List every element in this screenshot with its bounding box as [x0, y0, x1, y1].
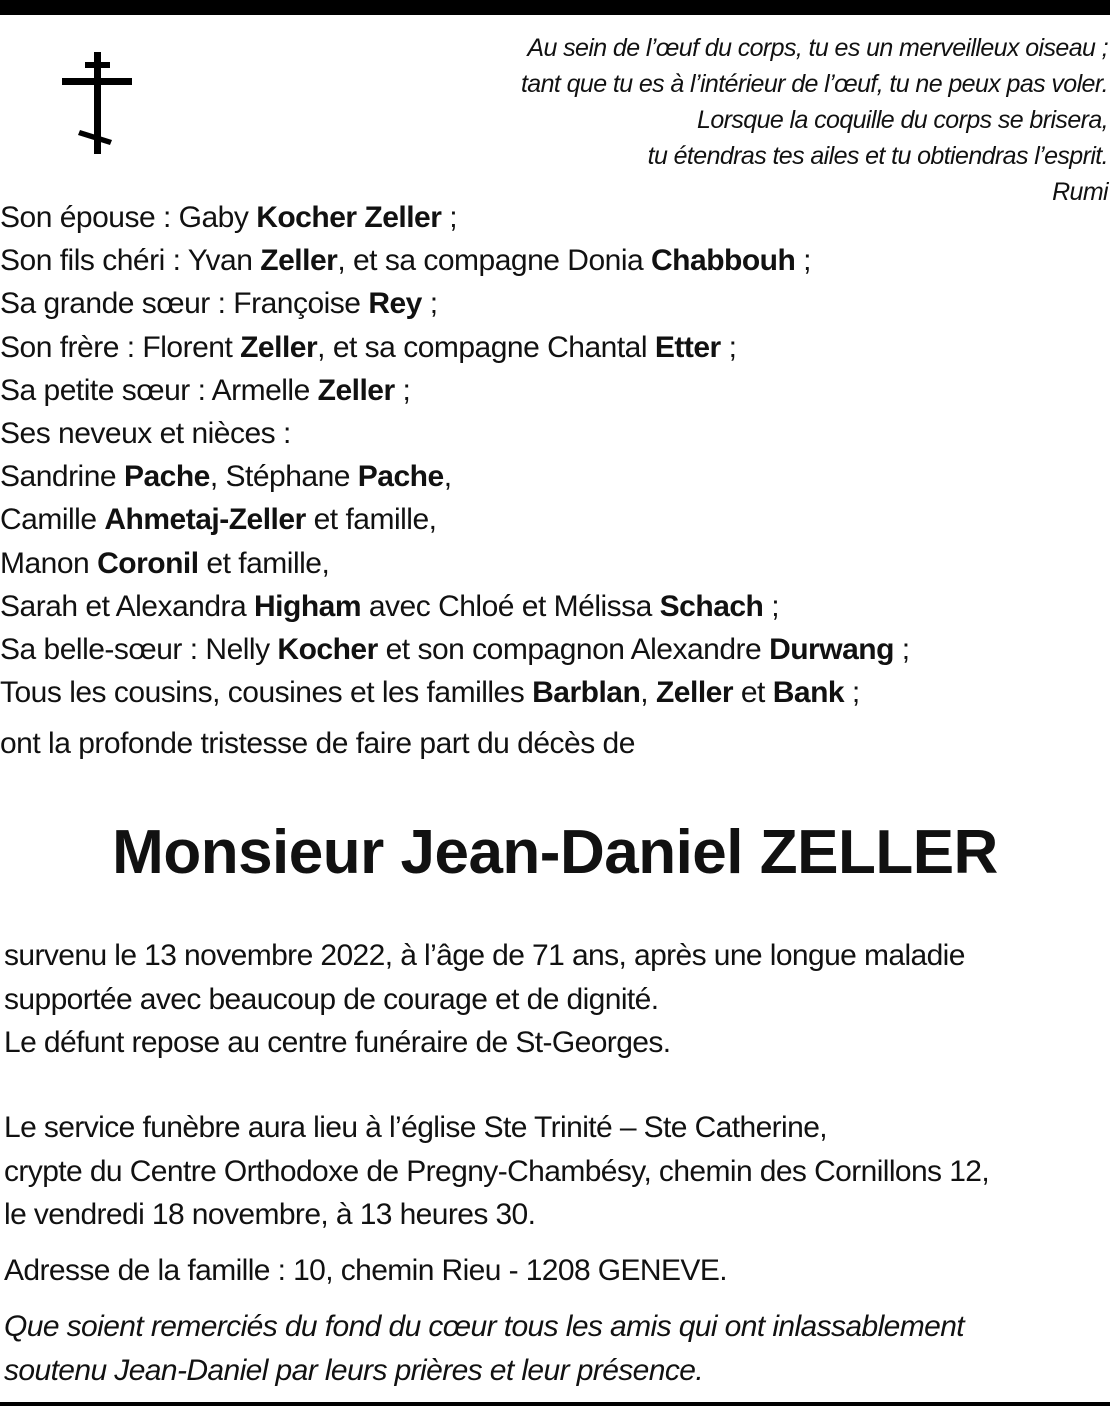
detail-line: survenu le 13 novembre 2022, à l’âge de 71 ans, après une longue maladie [4, 939, 965, 972]
family-line-nephews: Camille Ahmetaj-Zeller et famille, [0, 503, 437, 537]
orthodox-cross-icon [62, 52, 132, 156]
service-line: Le service funèbre aura lieu à l’église Ste Trinité – Ste Catherine, [4, 1111, 828, 1144]
service-details [4, 1106, 1108, 1237]
thanks-line: Que soient remerciés du fond du cœur tous les amis qui ont inlassablement [4, 1310, 965, 1343]
poem-author: Rumi [1052, 178, 1108, 206]
death-details [4, 934, 1108, 1065]
family-line-spouse: Son épouse : Gaby Kocher Zeller ; [0, 201, 458, 234]
family-line-younger-sister: Sa petite sœur : Armelle Zeller ; [0, 373, 411, 407]
announcement-text: ont la profonde tristesse de faire part du décès de [0, 727, 635, 760]
detail-line: Le défunt repose au centre funéraire de St-Georges. [4, 1026, 671, 1059]
family-line-sister-in-law: Sa belle-sœur : Nelly Kocher et son compagnon Alexandre Durwang ; [0, 633, 910, 667]
detail-line: supportée avec beaucoup de courage et de dignité. [4, 982, 659, 1016]
family-line-nephews: Sandrine Pache, Stéphane Pache, [0, 460, 452, 494]
thanks-line: soutenu Jean-Daniel par leurs prières et leur présence. [4, 1353, 704, 1387]
family-list [0, 196, 1100, 714]
epigraph-poem [428, 30, 1108, 210]
deceased-name: Monsieur Jean-Daniel ZELLER [112, 818, 998, 887]
top-border [0, 0, 1110, 15]
address-line: Adresse de la famille : 10, chemin Rieu - 1208 GENEVE. [4, 1254, 727, 1287]
poem-line: tu étendras tes ailes et tu obtiendras l’esprit. [647, 142, 1108, 170]
poem-line: tant que tu es à l’intérieur de l’œuf, tu ne peux pas voler. [520, 70, 1108, 98]
family-line-son: Son fils chéri : Yvan Zeller, et sa compagne Donia Chabbouh ; [0, 244, 811, 278]
family-line-nephews: Manon Coronil et famille, [0, 546, 330, 580]
family-line-nephews-heading: Ses neveux et nièces : [0, 417, 291, 451]
family-line-cousins: Tous les cousins, cousines et les familles Barblan, Zeller et Bank ; [0, 676, 860, 710]
family-line-elder-sister: Sa grande sœur : Françoise Rey ; [0, 287, 438, 321]
poem-line: Lorsque la coquille du corps se brisera, [697, 106, 1108, 134]
family-address [4, 1249, 1108, 1293]
service-line: crypte du Centre Orthodoxe de Pregny-Chambésy, chemin des Cornillons 12, [4, 1154, 990, 1188]
thanks-note [4, 1305, 1108, 1392]
family-line-brother: Son frère : Florent Zeller, et sa compagne Chantal Etter ; [0, 330, 737, 364]
bottom-border [0, 1402, 1110, 1406]
family-line-nephews: Sarah et Alexandra Higham avec Chloé et Mélissa Schach ; [0, 589, 780, 623]
service-line: le vendredi 18 novembre, à 13 heures 30. [4, 1198, 536, 1231]
poem-line: Au sein de l’œuf du corps, tu es un merveilleux oiseau ; [527, 34, 1108, 62]
